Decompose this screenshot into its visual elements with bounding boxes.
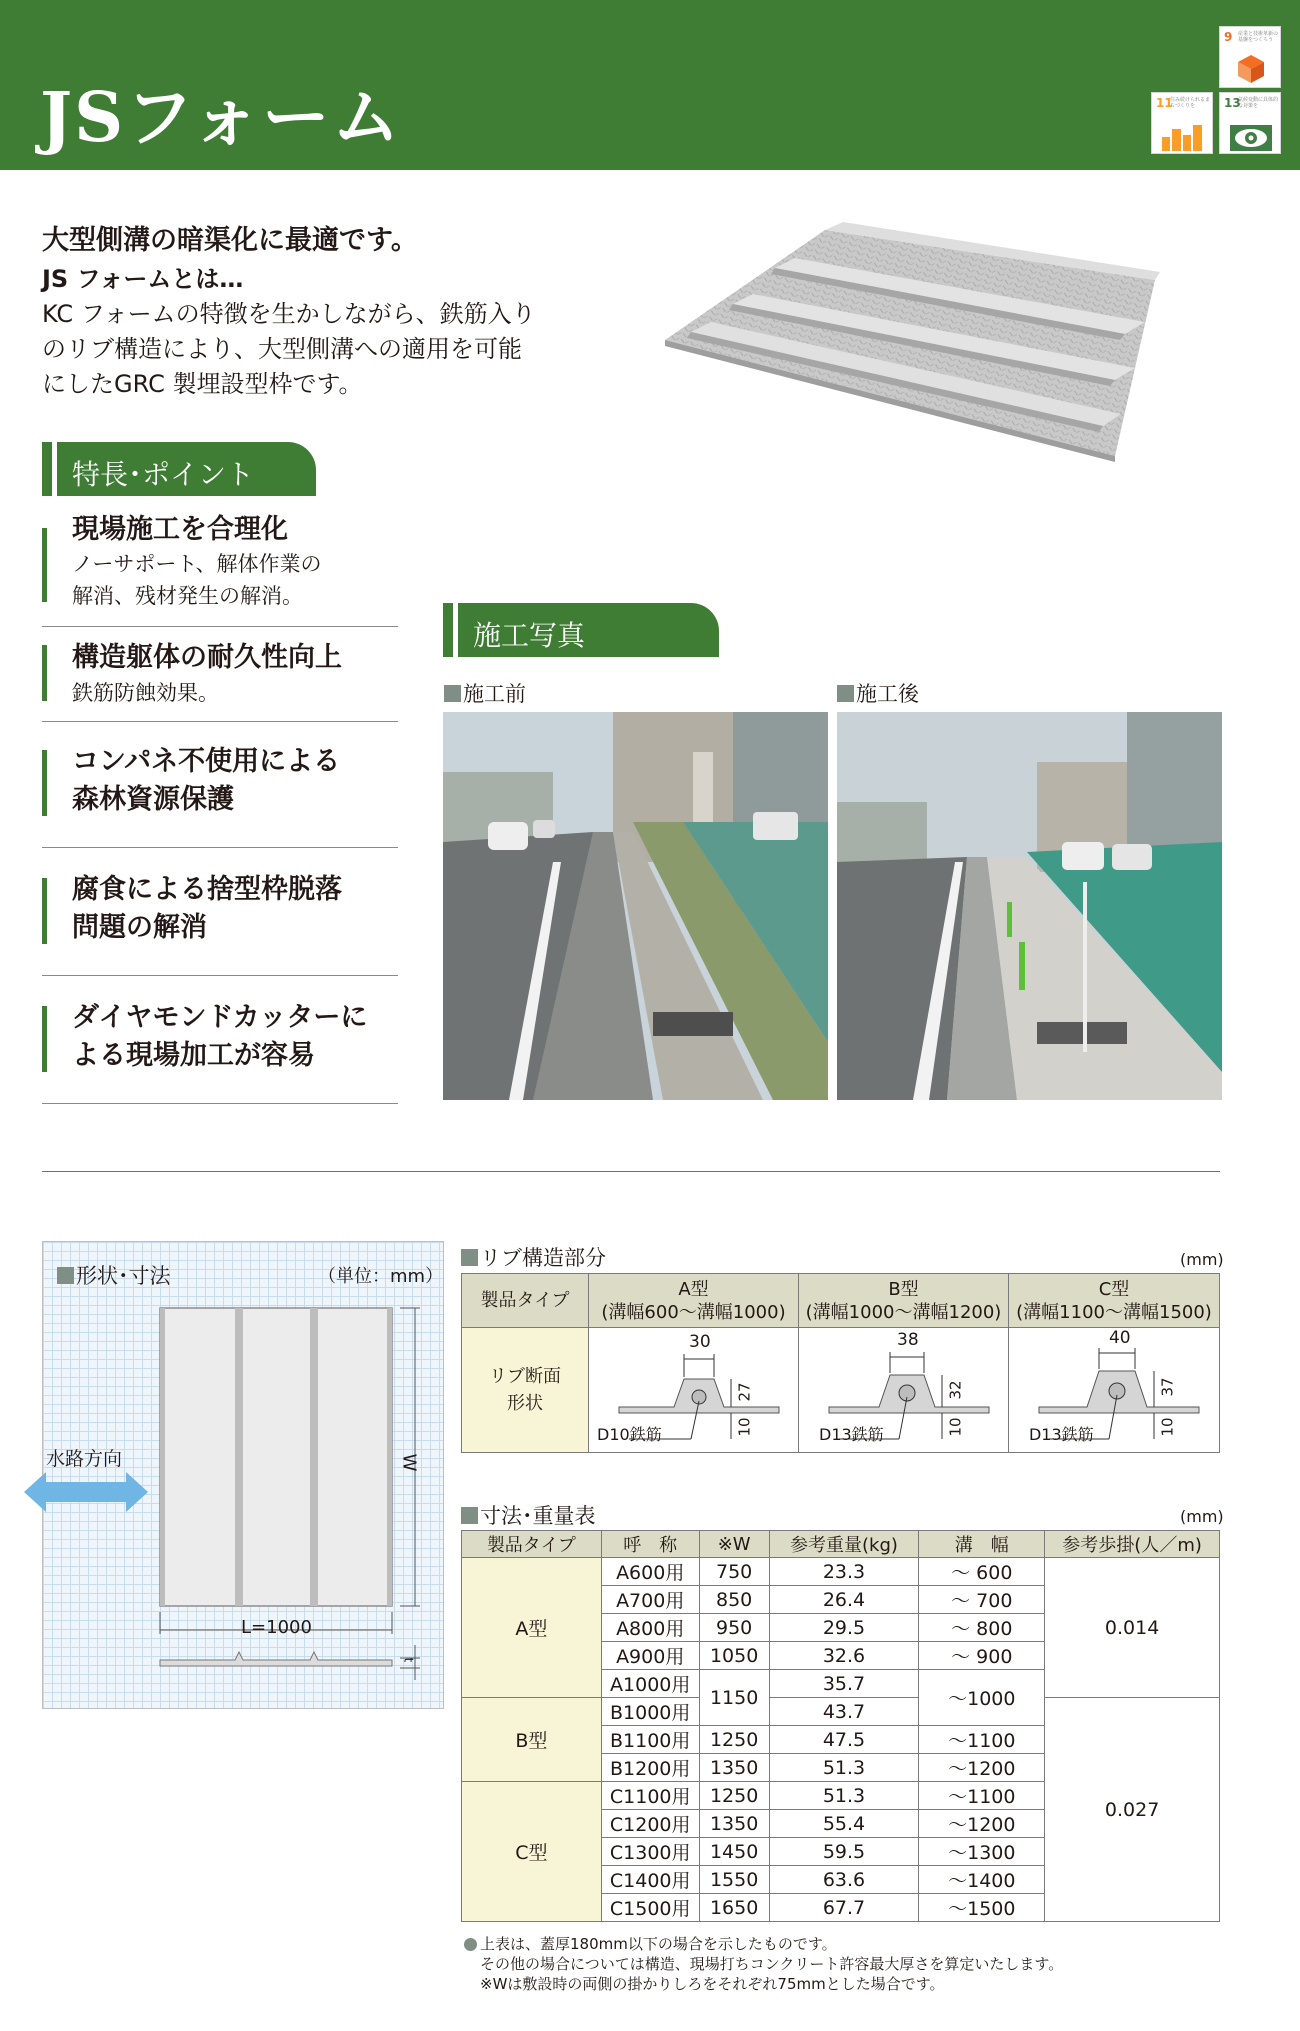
before-construction-photo — [443, 712, 828, 1100]
feature-title: 構造躯体の耐久性向上 — [72, 642, 342, 673]
size-weight-table: 製品タイプ 呼 称 ※W 参考重量(kg) 溝 幅 参考歩掛(人／m) A型 A600用 750 23.3 ～ 600 0.014 A700用 850 26.4 ～ 700 A800用 950 29.5 ～ 800 A900用 1050 32.6 ～ 900 A1000用 1150 35.7 ～1000 B型 B1000用 43.7 0.027 B1100用 1250 47.5 ～1100 B1200用 1350 51.3 ～1200 C型 C1100用 1250 51.3 ～1100 C1200用 1350 55.4 ～1200 C1300用 1450 59.5 ～1300 C1400用 1550 63.6 ～1400 C1500用 1650 67.7 ～1500 — [461, 1530, 1220, 1922]
dimensions-title: 形状･寸法 — [57, 1260, 171, 1290]
rib-profile-a: 30 27 10 D10鉄筋 — [589, 1328, 799, 1453]
feature-item — [42, 722, 398, 848]
thickness-label: t — [401, 1657, 416, 1663]
feature-title: コンパネ不使用による — [72, 746, 341, 777]
feature-title: よる現場加工が容易 — [72, 1040, 315, 1071]
table-row: C1500用 1650 67.7 ～1500 — [462, 1894, 1220, 1922]
feature-description: ノーサポート、解体作業の — [72, 552, 322, 576]
rib-structure-title: リブ構造部分 — [461, 1242, 606, 1272]
form-plan-drawing — [150, 1300, 430, 1700]
sdg-11-icon: 11 住み続けられるまちづくりを — [1151, 92, 1213, 154]
rib-type-header: B型 (溝幅1000～溝幅1200) — [799, 1274, 1009, 1328]
intro-subheading: JS フォームとは… — [42, 265, 244, 293]
rib-header-label: 製品タイプ — [462, 1274, 589, 1328]
feature-item — [42, 510, 398, 627]
after-construction-photo — [837, 712, 1222, 1100]
feature-item — [42, 848, 398, 976]
sdg-9-icon: 9 産業と技術革新の基盤をつくろう — [1219, 26, 1281, 88]
page-title: JSフォーム — [40, 78, 402, 158]
intro-heading: 大型側溝の暗渠化に最適です。 — [42, 225, 418, 256]
table-row: A700用 850 26.4 ～ 700 — [462, 1586, 1220, 1614]
table-row: A800用 950 29.5 ～ 800 — [462, 1614, 1220, 1642]
table-row: C1200用 1350 55.4 ～1200 — [462, 1810, 1220, 1838]
feature-description: 解消、残材発生の解消。 — [72, 584, 303, 608]
table-row: C型 C1100用 1250 51.3 ～1100 — [462, 1782, 1220, 1810]
rib-unit: (mm) — [1180, 1250, 1224, 1269]
feature-title: 腐食による捨型枠脱落 — [72, 874, 342, 905]
rib-type-header: A型 (溝幅600～溝幅1000) — [589, 1274, 799, 1328]
table-row: B型 B1000用 43.7 0.027 — [462, 1698, 1220, 1726]
sdg-13-icon: 13 気候変動に具体的な対策を — [1219, 92, 1281, 154]
table-row: C1300用 1450 59.5 ～1300 — [462, 1838, 1220, 1866]
dimensions-unit: （単位：mm） — [318, 1266, 444, 1287]
rib-type-header: C型 (溝幅1100～溝幅1500) — [1008, 1274, 1219, 1328]
length-label: L=1000 — [241, 1617, 312, 1638]
note-bullet-icon — [464, 1938, 477, 1951]
table-row: A型 A600用 750 23.3 ～ 600 0.014 — [462, 1558, 1220, 1586]
feature-title: ダイヤモンドカッターに — [72, 1002, 368, 1033]
table-row: B1100用 1250 47.5 ～1100 — [462, 1726, 1220, 1754]
feature-title: 森林資源保護 — [72, 784, 234, 815]
table-row: B1200用 1350 51.3 ～1200 — [462, 1754, 1220, 1782]
table-note: 上表は、蓋厚180mm以下の場合を示したものです。 — [480, 1935, 837, 1953]
table-note: その他の場合については構造、現場打ちコンクリート許容最大厚さを算定いたします。 — [480, 1955, 1064, 1973]
feature-item — [42, 976, 398, 1104]
table-row: A1000用 1150 35.7 ～1000 — [462, 1670, 1220, 1698]
flow-direction-arrow-icon — [24, 1470, 148, 1514]
section-divider — [42, 1171, 1220, 1172]
feature-item — [42, 627, 398, 722]
width-label: W — [398, 1453, 420, 1472]
table-row: C1400用 1550 63.6 ～1400 — [462, 1866, 1220, 1894]
product-image — [655, 222, 1170, 462]
photos-section-heading: 施工写真 — [443, 603, 719, 657]
size-weight-title: 寸法･重量表 — [461, 1500, 596, 1530]
intro-body-line: KC フォームの特徴を生かしながら、鉄筋入り — [42, 300, 536, 328]
rib-structure-table — [461, 1273, 1220, 1453]
table-row: A900用 1050 32.6 ～ 900 — [462, 1642, 1220, 1670]
rib-profile-c: 40 37 10 D13鉄筋 — [1008, 1328, 1219, 1453]
intro-body-line: にしたGRC 製埋設型枠です。 — [42, 370, 363, 398]
rib-row-label: リブ断面 形状 — [462, 1328, 589, 1453]
size-weight-unit: (mm) — [1180, 1507, 1224, 1526]
features-section-heading: 特長･ポイント — [42, 442, 316, 496]
before-label: 施工前 — [444, 678, 526, 708]
feature-title: 問題の解消 — [72, 912, 207, 943]
flow-direction-label: 水路方向 — [46, 1448, 123, 1470]
feature-description: 鉄筋防蝕効果。 — [72, 681, 219, 705]
rib-profile-b: 38 32 10 D13鉄筋 — [799, 1328, 1009, 1453]
feature-title: 現場施工を合理化 — [72, 514, 288, 545]
intro-body-line: のリブ構造により、大型側溝への適用を可能 — [42, 335, 522, 363]
table-note: ※Wは敷設時の両側の掛かりしろをそれぞれ75mmとした場合です。 — [480, 1975, 945, 1993]
after-label: 施工後 — [837, 678, 919, 708]
